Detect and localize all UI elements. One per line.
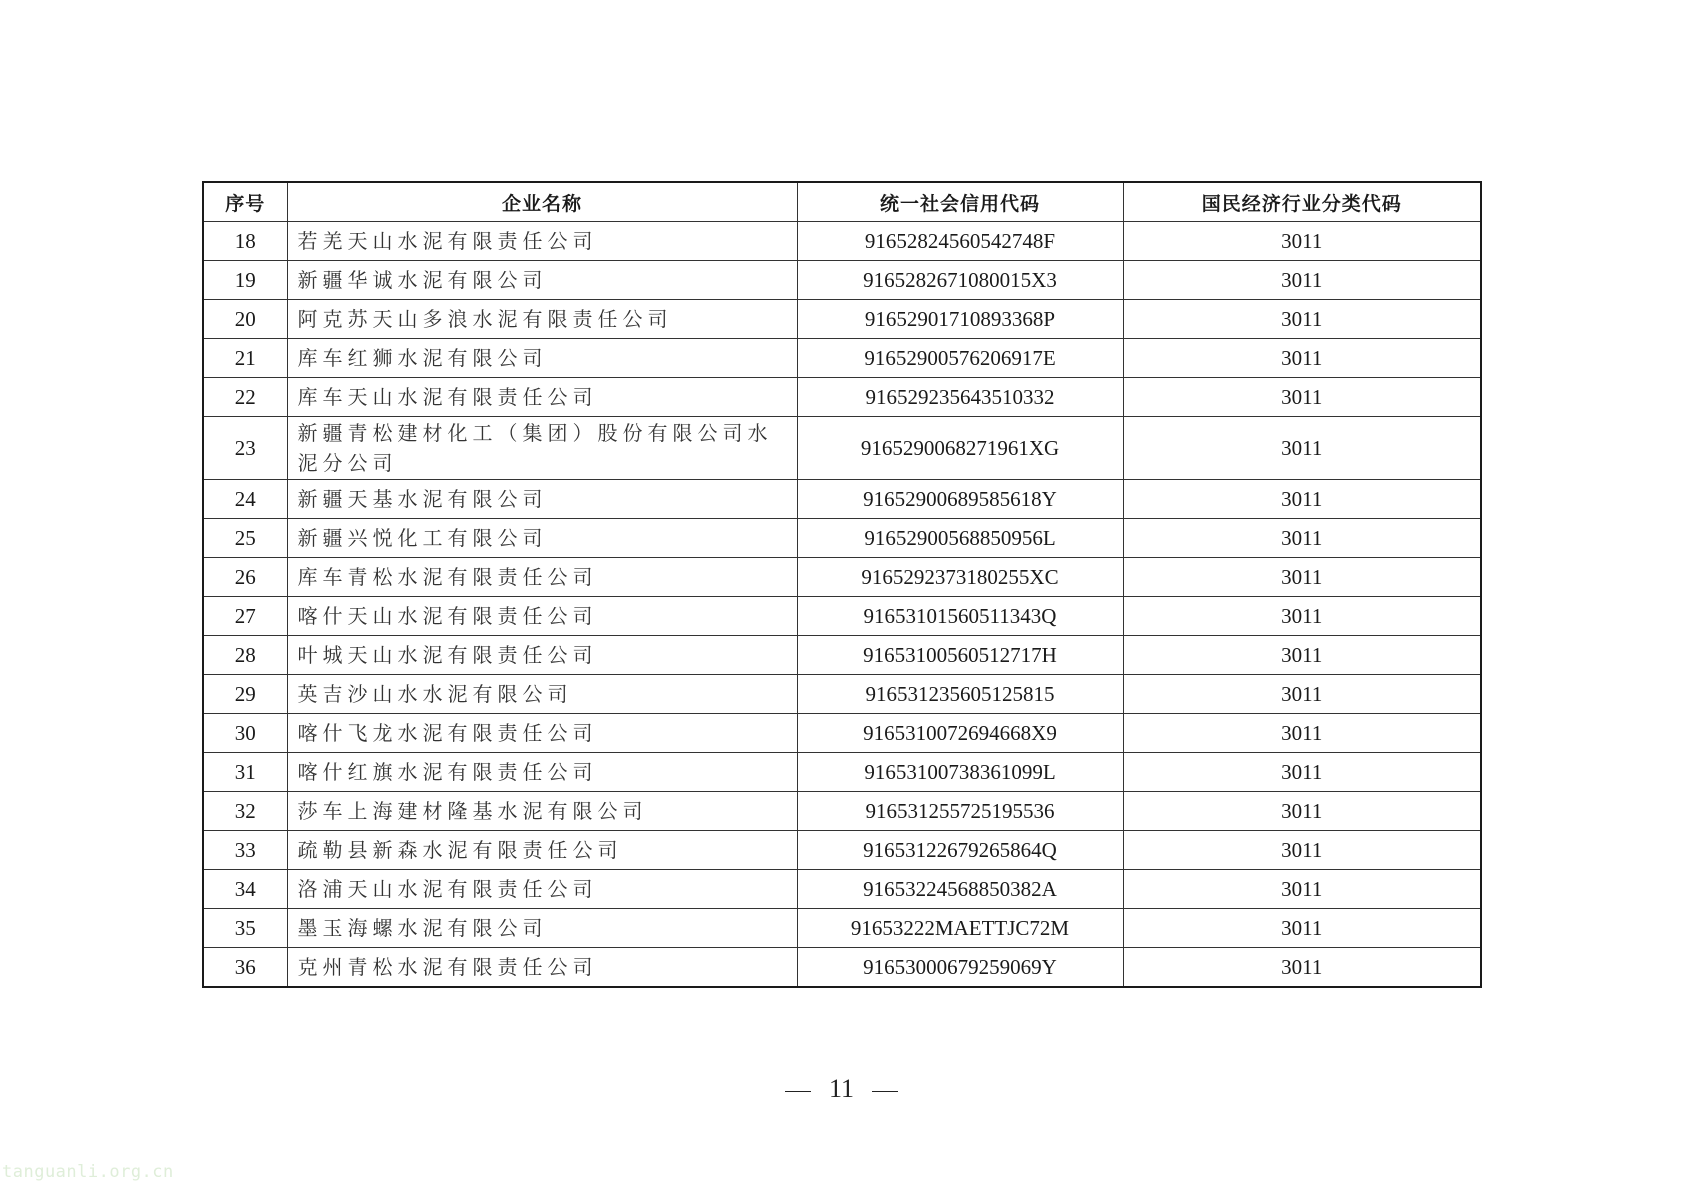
table-row xyxy=(203,222,1481,261)
industry-code-cell: 3011 xyxy=(1123,480,1481,519)
enterprise-name-cell: 喀什天山水泥有限责任公司 xyxy=(287,597,797,636)
serial-no-cell: 18 xyxy=(203,222,287,261)
serial-no-cell: 28 xyxy=(203,636,287,675)
credit-code-cell: 9165290068271961XG xyxy=(797,417,1123,480)
table-row xyxy=(203,792,1481,831)
enterprise-name-cell: 新疆天基水泥有限公司 xyxy=(287,480,797,519)
credit-code-cell: 91653000679259069Y xyxy=(797,948,1123,988)
industry-code-cell: 3011 xyxy=(1123,222,1481,261)
industry-code-cell: 3011 xyxy=(1123,558,1481,597)
serial-no-cell: 21 xyxy=(203,339,287,378)
credit-code-cell: 91653224568850382A xyxy=(797,870,1123,909)
table-row xyxy=(203,636,1481,675)
serial-no-cell: 23 xyxy=(203,417,287,480)
credit-code-cell: 91653222MAETTJC72M xyxy=(797,909,1123,948)
serial-no-cell: 33 xyxy=(203,831,287,870)
industry-code-cell: 3011 xyxy=(1123,417,1481,480)
serial-no-cell: 19 xyxy=(203,261,287,300)
header-industry-code: 国民经济行业分类代码 xyxy=(1123,182,1481,222)
table-row xyxy=(203,675,1481,714)
table-row xyxy=(203,870,1481,909)
credit-code-cell: 91652900568850956L xyxy=(797,519,1123,558)
industry-code-cell: 3011 xyxy=(1123,714,1481,753)
industry-code-cell: 3011 xyxy=(1123,339,1481,378)
header-enterprise-name: 企业名称 xyxy=(287,182,797,222)
enterprise-name-cell: 新疆兴悦化工有限公司 xyxy=(287,519,797,558)
serial-no-cell: 30 xyxy=(203,714,287,753)
credit-code-cell: 916529235643510332 xyxy=(797,378,1123,417)
table-row xyxy=(203,339,1481,378)
industry-code-cell: 3011 xyxy=(1123,597,1481,636)
page-number xyxy=(0,1074,1683,1104)
credit-code-cell: 9165310072694668X9 xyxy=(797,714,1123,753)
enterprise-name-cell: 库车天山水泥有限责任公司 xyxy=(287,378,797,417)
serial-no-cell: 25 xyxy=(203,519,287,558)
credit-code-cell: 9165282671080015X3 xyxy=(797,261,1123,300)
enterprise-name-cell: 阿克苏天山多浪水泥有限责任公司 xyxy=(287,300,797,339)
serial-no-cell: 22 xyxy=(203,378,287,417)
serial-no-cell: 24 xyxy=(203,480,287,519)
enterprise-name-cell: 库车红狮水泥有限公司 xyxy=(287,339,797,378)
serial-no-cell: 26 xyxy=(203,558,287,597)
credit-code-cell: 91653100560512717H xyxy=(797,636,1123,675)
table-row xyxy=(203,300,1481,339)
credit-code-cell: 9165292373180255XC xyxy=(797,558,1123,597)
enterprise-name-cell: 若羌天山水泥有限责任公司 xyxy=(287,222,797,261)
serial-no-cell: 29 xyxy=(203,675,287,714)
dash-left xyxy=(785,1091,811,1092)
serial-no-cell: 35 xyxy=(203,909,287,948)
table-row xyxy=(203,597,1481,636)
table-row xyxy=(203,909,1481,948)
table-row xyxy=(203,519,1481,558)
serial-no-cell: 31 xyxy=(203,753,287,792)
table-row xyxy=(203,831,1481,870)
enterprise-name-cell: 莎车上海建材隆基水泥有限公司 xyxy=(287,792,797,831)
enterprise-name-cell: 克州青松水泥有限责任公司 xyxy=(287,948,797,988)
table-header-row xyxy=(203,182,1481,222)
header-serial-no: 序号 xyxy=(203,182,287,222)
industry-code-cell: 3011 xyxy=(1123,378,1481,417)
page-number-value: 11 xyxy=(828,1074,855,1103)
industry-code-cell: 3011 xyxy=(1123,870,1481,909)
enterprise-name-cell: 墨玉海螺水泥有限公司 xyxy=(287,909,797,948)
serial-no-cell: 32 xyxy=(203,792,287,831)
serial-no-cell: 27 xyxy=(203,597,287,636)
table-row xyxy=(203,714,1481,753)
table-row xyxy=(203,480,1481,519)
enterprise-name-cell: 喀什飞龙水泥有限责任公司 xyxy=(287,714,797,753)
enterprise-name-cell: 洛浦天山水泥有限责任公司 xyxy=(287,870,797,909)
industry-code-cell: 3011 xyxy=(1123,831,1481,870)
enterprise-name-cell: 新疆青松建材化工（集团）股份有限公司水泥分公司 xyxy=(287,417,797,480)
enterprise-name-cell: 叶城天山水泥有限责任公司 xyxy=(287,636,797,675)
table-row xyxy=(203,558,1481,597)
watermark: tanguanli.org.cn xyxy=(2,1162,174,1182)
credit-code-cell: 91653122679265864Q xyxy=(797,831,1123,870)
credit-code-cell: 916531255725195536 xyxy=(797,792,1123,831)
credit-code-cell: 91652900576206917E xyxy=(797,339,1123,378)
credit-code-cell: 91652901710893368P xyxy=(797,300,1123,339)
credit-code-cell: 91653100738361099L xyxy=(797,753,1123,792)
industry-code-cell: 3011 xyxy=(1123,675,1481,714)
table-row xyxy=(203,417,1481,480)
industry-code-cell: 3011 xyxy=(1123,792,1481,831)
table-row xyxy=(203,948,1481,988)
industry-code-cell: 3011 xyxy=(1123,519,1481,558)
serial-no-cell: 20 xyxy=(203,300,287,339)
enterprise-name-cell: 疏勒县新森水泥有限责任公司 xyxy=(287,831,797,870)
serial-no-cell: 34 xyxy=(203,870,287,909)
enterprise-name-cell: 新疆华诚水泥有限公司 xyxy=(287,261,797,300)
enterprise-name-cell: 英吉沙山水水泥有限公司 xyxy=(287,675,797,714)
industry-code-cell: 3011 xyxy=(1123,300,1481,339)
enterprise-name-cell: 库车青松水泥有限责任公司 xyxy=(287,558,797,597)
credit-code-cell: 91653101560511343Q xyxy=(797,597,1123,636)
table-row xyxy=(203,753,1481,792)
industry-code-cell: 3011 xyxy=(1123,909,1481,948)
table-row xyxy=(203,378,1481,417)
table-row xyxy=(203,261,1481,300)
credit-code-cell: 91652900689585618Y xyxy=(797,480,1123,519)
serial-no-cell: 36 xyxy=(203,948,287,988)
industry-code-cell: 3011 xyxy=(1123,753,1481,792)
dash-right xyxy=(872,1091,898,1092)
credit-code-cell: 916531235605125815 xyxy=(797,675,1123,714)
enterprise-name-cell: 喀什红旗水泥有限责任公司 xyxy=(287,753,797,792)
industry-code-cell: 3011 xyxy=(1123,948,1481,988)
industry-code-cell: 3011 xyxy=(1123,261,1481,300)
industry-code-cell: 3011 xyxy=(1123,636,1481,675)
enterprise-table xyxy=(202,181,1482,988)
header-credit-code: 统一社会信用代码 xyxy=(797,182,1123,222)
credit-code-cell: 91652824560542748F xyxy=(797,222,1123,261)
